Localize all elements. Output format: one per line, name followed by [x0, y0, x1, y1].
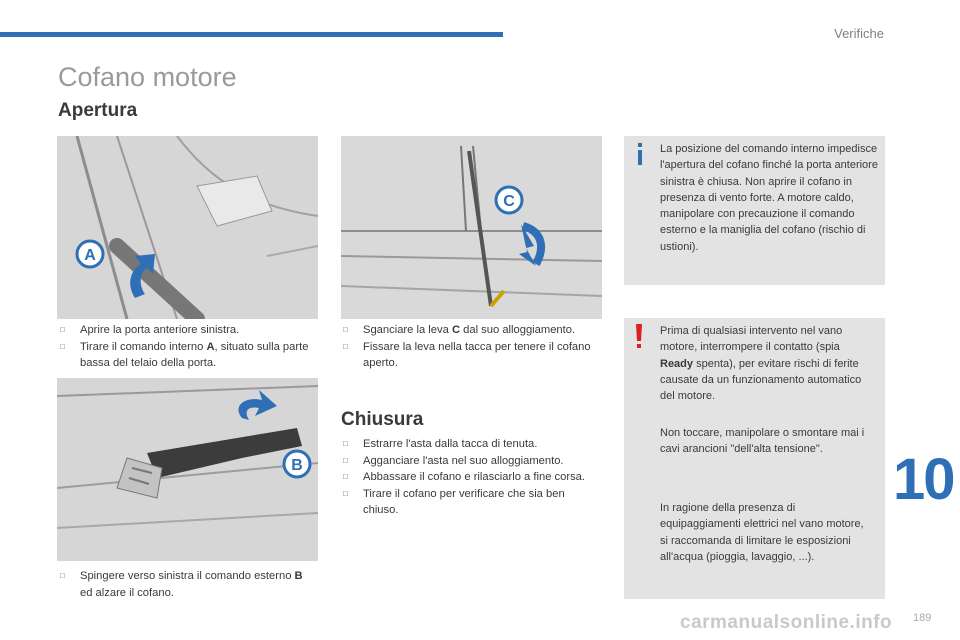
list-item: □ Spingere verso sinistra il comando esterno B ed alzare il cofano. — [58, 568, 318, 601]
list-item: □ Abbassare il cofano e rilasciarlo a fine corsa. — [341, 469, 596, 486]
heading-apertura: Apertura — [58, 100, 138, 121]
list-item: □ Fissare la leva nella tacca per tenere il cofano aperto. — [341, 339, 603, 372]
list-item: □ Agganciare l'asta nel suo alloggiamento. — [341, 453, 596, 470]
callout-b — [284, 451, 310, 477]
apertura-steps-2 — [58, 568, 318, 601]
chapter-number: 10 — [893, 447, 954, 512]
photo-exterior-lever — [57, 378, 318, 561]
warning-text-3: In ragione della presenza di equipaggiamenti elettrici nel vano motore, si raccomanda di limitare le esposizioni all'acqua (pioggia, lavaggio, ...). — [660, 502, 864, 563]
photo-interior-lever — [57, 136, 318, 319]
heading-chiusura: Chiusura — [341, 409, 424, 430]
warning-text-2: Non toccare, manipolare o smontare mai i cavi arancioni "dell'alta tensione". — [660, 427, 865, 456]
page-number: 189 — [913, 612, 932, 624]
list-item: □ Tirare il comando interno A, situato sulla parte bassa del telaio della porta. — [58, 339, 318, 372]
list-item: □ Aprire la porta anteriore sinistra. — [58, 322, 318, 339]
label-c: C — [503, 193, 515, 210]
callout-a — [77, 241, 103, 267]
header-accent-bar — [0, 32, 503, 37]
warning-text-1: Prima di qualsiasi intervento nel vano motore, interrompere il contatto (spia Ready spenta), per evitare rischi di ferite causate da un funzionamento automatico del motore. — [660, 325, 862, 403]
chiusura-steps — [341, 436, 596, 519]
section-name: Verifiche — [834, 26, 884, 41]
info-icon — [635, 143, 645, 167]
list-item: □ Estrarre l'asta dalla tacca di tenuta. — [341, 436, 596, 453]
warning-icon — [634, 324, 644, 350]
apertura-steps-1 — [58, 322, 318, 372]
apertura-steps-3 — [341, 322, 603, 372]
photo-hood-strut — [341, 136, 602, 319]
page-title: Cofano motore — [58, 62, 237, 92]
callout-c — [496, 187, 522, 213]
info-text: La posizione del comando interno impedisce l'apertura del cofano finché la porta anteriore sinistra è chiusa. Non aprire il cofano in presenza di vento forte. A motore caldo, manipolare con precauzione il comando esterno e la maniglia del cofano (rischio di ustioni). — [660, 143, 878, 253]
label-b: B — [291, 457, 303, 474]
watermark: carmanualsonline.info — [680, 612, 893, 633]
list-item: □ Sganciare la leva C dal suo alloggiamento. — [341, 322, 603, 339]
label-a: A — [84, 247, 96, 264]
list-item: □ Tirare il cofano per verificare che sia ben chiuso. — [341, 486, 596, 519]
